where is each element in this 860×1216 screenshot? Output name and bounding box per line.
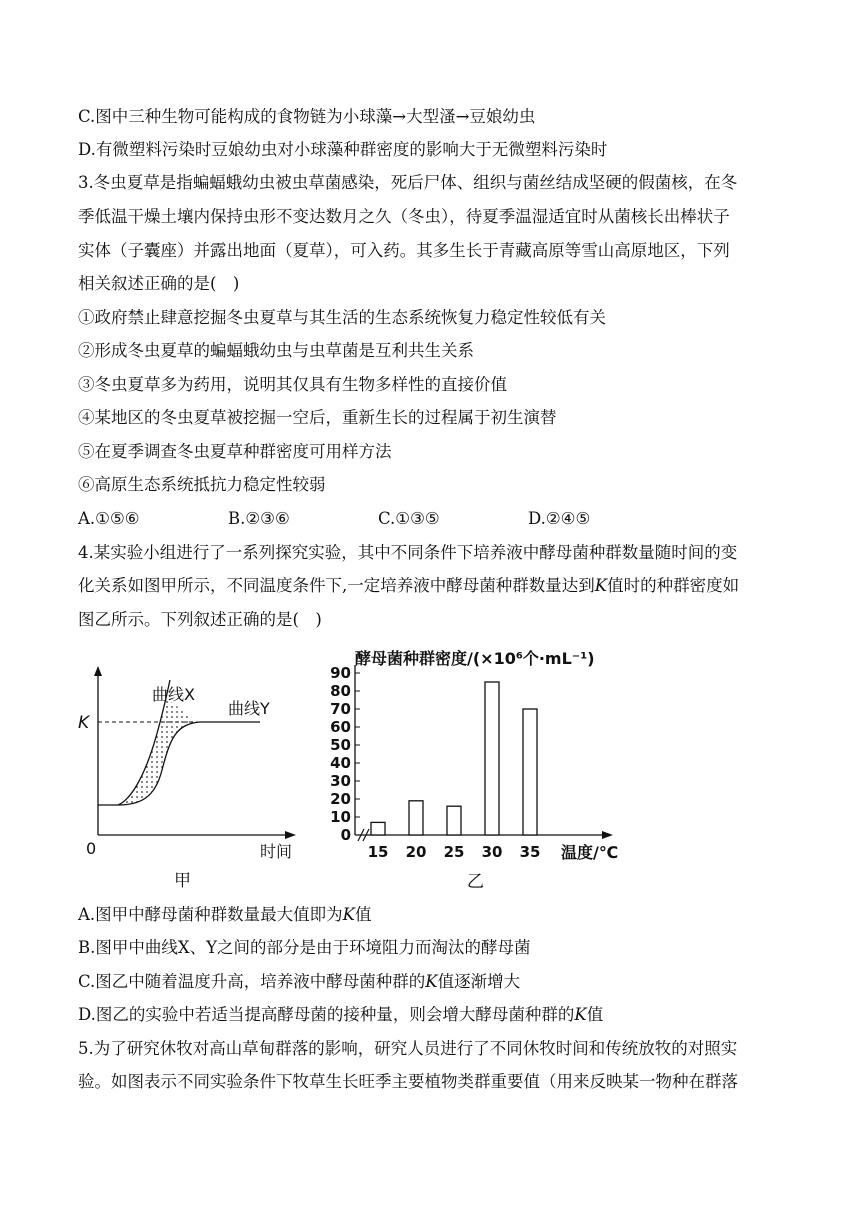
x-tick-label: 15 [367, 843, 389, 861]
y-tick-label: 30 [330, 772, 351, 790]
q4-option-b [78, 937, 531, 959]
y-tick-label: 20 [330, 790, 351, 808]
y-tick-label: 10 [330, 808, 351, 826]
q5-stem-line: 验。如图表示不同实验条件下牧草生长旺季主要植物类群重要值（用来反映某一物种在群落 [78, 1072, 738, 1091]
x-axis-arrow [285, 831, 296, 839]
curve-x-label: 曲线X [152, 685, 195, 704]
k-symbol: K [594, 576, 608, 595]
x-tick-label: 35 [519, 843, 541, 861]
k-symbol: K [574, 1005, 587, 1024]
q3-option-d: D.②④⑤ [528, 509, 591, 528]
text-line: ⑥高原生态系统抵抗力稳定性较弱 [78, 475, 326, 494]
option-text: 值 [586, 1005, 604, 1024]
origin-label: 0 [86, 839, 97, 858]
q4-stem-line [78, 575, 739, 597]
text-line: ①政府禁止肆意挖掘冬虫夏草与其生活的生态系统恢复力稳定性较低有关 [78, 308, 606, 327]
figure-yi-chart [315, 640, 645, 895]
text-line: ②形成冬虫夏草的蝙蝠蛾幼虫与虫草菌是互利共生关系 [78, 341, 474, 360]
q4-option-d [78, 1004, 603, 1026]
bar [447, 806, 461, 835]
option-text: C.图乙中随着温度升高，培养液中酵母菌种群的 [78, 972, 426, 991]
q3-option-c: C.①③⑤ [378, 509, 440, 528]
text-line: ④某地区的冬虫夏草被挖掘一空后，重新生长的过程属于初生演替 [78, 408, 557, 427]
bar [485, 682, 499, 835]
y-tick-label: 80 [330, 682, 351, 700]
k-symbol: K [342, 905, 355, 924]
x-axis-arrow [602, 831, 613, 839]
y-tick-label: 50 [330, 736, 351, 754]
option-text: B.图甲中曲线X、Y之间的部分是由于环境阻力而淘汰的酵母菌 [78, 938, 531, 957]
option-text: A.图甲中酵母菌种群数量最大值即为 [78, 905, 343, 924]
figure-caption: 甲 [174, 871, 191, 891]
curve-y-label: 曲线Y [228, 699, 270, 718]
bar [409, 801, 423, 835]
y-tick-label: 70 [330, 700, 351, 718]
option-text: 值逐渐增大 [437, 972, 521, 991]
x-tick-label: 25 [443, 843, 465, 861]
x-tick-label: 20 [405, 843, 427, 861]
q4-stem-line: 4.某实验小组进行了一系列探究实验，其中不同条件下培养液中酵母菌种群数量随时间的变 [78, 543, 738, 562]
option-text: D.图乙的实验中若适当提高酵母菌的接种量，则会增大酵母菌种群的 [78, 1005, 575, 1024]
text-line: C.图中三种生物可能构成的食物链为小球藻→大型溞→豆娘幼虫 [78, 107, 536, 126]
y-axis-arrow [94, 666, 102, 676]
text-line: 实体（子囊座）并露出地面（夏草），可入药。其多生长于青藏高原等雪山高原地区，下列 [78, 241, 730, 260]
x-axis-label: 时间 [260, 842, 293, 861]
q4-stem-line: 图乙所示。下列叙述正确的是( ) [78, 610, 322, 629]
text-line: ⑤在夏季调查冬虫夏草种群密度可用样方法 [78, 442, 392, 461]
text-line: 3.冬虫夏草是指蝙蝠蛾幼虫被虫草菌感染，死后尸体、组织与菌丝结成坚硬的假菌核，在冬 [78, 173, 738, 192]
q4-option-c [78, 971, 520, 993]
q3-option-b: B.②③⑥ [228, 509, 290, 528]
chart-title: 酵母菌种群密度/(×10⁶个·mL⁻¹) [355, 649, 595, 668]
figure-caption: 乙 [467, 872, 484, 892]
x-tick-label: 30 [481, 843, 503, 861]
figure-jia [70, 660, 310, 895]
x-axis-label: 温度/℃ [561, 843, 619, 862]
k-label: K [78, 713, 90, 733]
bar [523, 709, 537, 835]
q4-stem-text: 化关系如图甲所示，不同温度条件下,一定培养液中酵母菌种群数量达到 [78, 576, 595, 595]
text-line: ③冬虫夏草多为药用，说明其仅具有生物多样性的直接价值 [78, 375, 507, 394]
option-text: 值 [355, 905, 372, 924]
shaded-region [118, 698, 200, 805]
q4-option-a [78, 904, 372, 926]
q5-stem-line: 5.为了研究休牧对高山草甸群落的影响，研究人员进行了不同休牧时间和传统放牧的对照实 [78, 1039, 738, 1058]
y-tick-label: 0 [340, 826, 351, 844]
q4-stem-text: 值时的种群密度如 [607, 576, 740, 595]
bar [371, 822, 385, 835]
text-line: 相关叙述正确的是( ) [78, 274, 240, 293]
y-tick-label: 60 [330, 718, 351, 736]
text-line: D.有微塑料污染时豆娘幼虫对小球藻种群密度的影响大于无微塑料污染时 [78, 140, 608, 159]
y-tick-label: 40 [330, 754, 351, 772]
q3-option-a: A.①⑤⑥ [78, 509, 140, 528]
text-line: 季低温干燥土壤内保持虫形不变达数月之久（冬虫），待夏季温湿适宜时从菌核长出棒状子 [78, 207, 730, 226]
y-tick-label: 90 [330, 664, 351, 682]
k-symbol: K [425, 972, 438, 991]
